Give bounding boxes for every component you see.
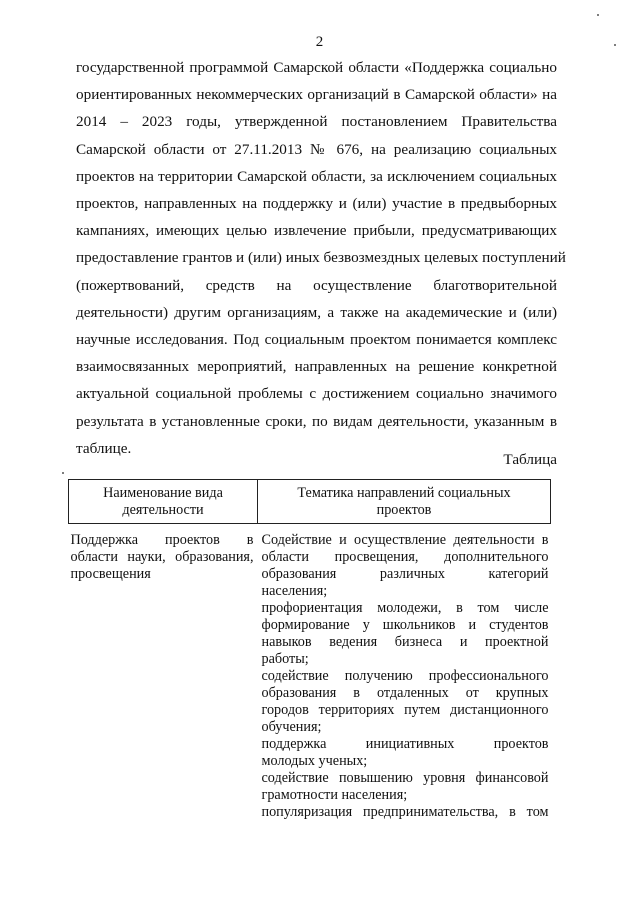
scan-speck [614, 44, 616, 46]
activity-table [68, 479, 551, 821]
paragraph-line: результата в установленные сроки, по видам деятельности, указанным в [76, 412, 557, 430]
cell-line: поддержка инициативных проектов [261, 736, 549, 752]
table-row [69, 524, 551, 822]
cell-line: Содействие и осуществление деятельности в [261, 532, 549, 548]
cell-line: содействие получению профессионального [261, 668, 549, 684]
cell-line: просвещения [70, 566, 151, 582]
cell-line: профориентация молодежи, в том числе [261, 600, 549, 616]
paragraph-line: ориентированных некоммерческих организаций в Самарской области» на [76, 86, 557, 104]
table-caption: Таблица [503, 451, 557, 468]
header-line: Наименование вида [103, 484, 223, 501]
table-header-row [69, 480, 551, 524]
cell-line: области науки, образования, [70, 549, 254, 565]
cell-line: грамотности населения; [261, 787, 408, 803]
header-activity-type [69, 480, 258, 524]
page-number: 2 [315, 34, 324, 50]
cell-line: навыков ведения бизнеса и проектной [261, 634, 549, 650]
cell-line: молодых ученых; [261, 753, 368, 769]
scan-speck [62, 472, 64, 474]
paragraph-line: деятельности) другим организациям, а также на академические и (или) [76, 303, 557, 321]
cell-line: городов территориях путем дистанционного [261, 702, 549, 718]
paragraph-line: проектов на территории Самарской области, за исключением социальных [76, 167, 557, 185]
header-project-topics [258, 480, 551, 524]
scan-speck [597, 14, 599, 16]
cell-line: области просвещения, дополнительного [261, 549, 549, 565]
paragraph-line: кампаниях, имеющих целью извлечение прибыли, предусматривающих [76, 222, 557, 240]
project-topics-cell [258, 524, 551, 822]
cell-line: образования в отдаленных от крупных [261, 685, 549, 701]
cell-line: формирование у школьников и студентов [261, 617, 549, 633]
cell-line: содействие повышению уровня финансовой [261, 770, 549, 786]
cell-line: работы; [261, 651, 309, 667]
cell-line: Поддержка проектов в [70, 532, 254, 548]
cell-line: образования различных категорий [261, 566, 549, 582]
paragraph-line: предоставление грантов и (или) иных безвозмездных целевых поступлений [76, 249, 566, 267]
paragraph-line: актуальной социальной проблемы с достижением социально значимого [76, 385, 557, 403]
header-line: деятельности [122, 501, 204, 518]
paragraph-line: таблице. [76, 439, 132, 457]
cell-line: популяризация предпринимательства, в том [261, 804, 549, 820]
paragraph-line: государственной программой Самарской области «Поддержка социально [76, 59, 557, 76]
header-line: проектов [376, 501, 432, 518]
paragraph-line: проектов, направленных на поддержку и (или) участие в предвыборных [76, 195, 557, 213]
paragraph-line: Самарской области от 27.11.2013 № 676, на реализацию социальных [76, 140, 557, 158]
activity-type-cell [69, 524, 258, 822]
paragraph-line: 2014 – 2023 годы, утвержденной постановлением Правительства [76, 113, 557, 131]
body-paragraph [76, 54, 566, 462]
paragraph-line: (пожертвований, средств на осуществление благотворительной [76, 276, 557, 294]
paragraph-line: научные исследования. Под социальным проектом понимается комплекс [76, 331, 557, 349]
header-line: Тематика направлений социальных [297, 484, 511, 501]
cell-line: обучения; [261, 719, 322, 735]
paragraph-line: взаимосвязанных мероприятий, направленных на решение конкретной [76, 358, 557, 376]
cell-line: населения; [261, 583, 328, 599]
